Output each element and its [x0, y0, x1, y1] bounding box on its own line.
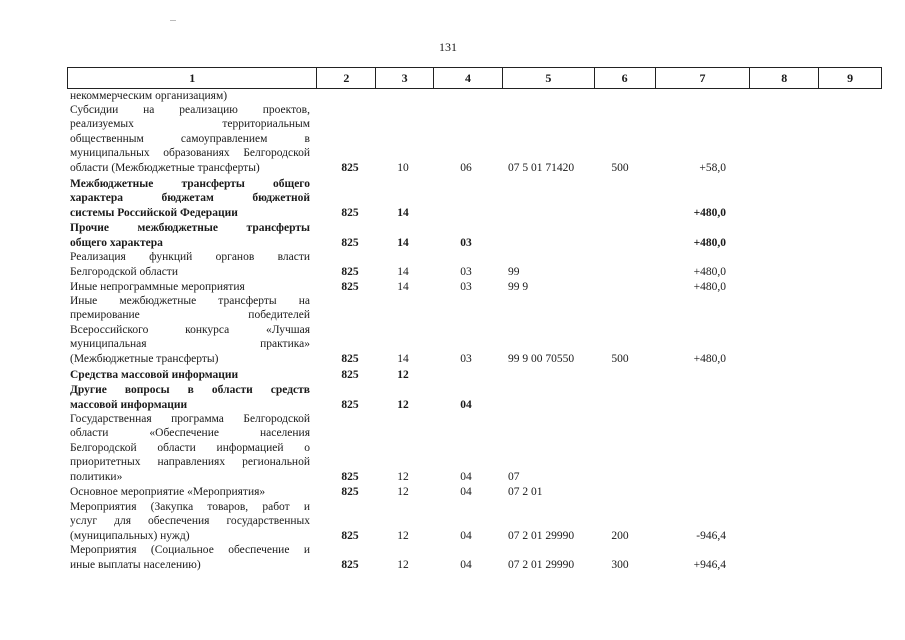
row-description: [70, 368, 310, 383]
cell-c3: 12: [397, 558, 409, 571]
cell-c5: 99 9 00 70550: [508, 352, 575, 365]
cell-c4: 04: [460, 398, 472, 411]
cell-c5: 07 2 01 29990: [508, 529, 575, 542]
row-description: [70, 221, 310, 250]
cell-c3: 14: [397, 206, 409, 219]
cell-c2: 825: [341, 398, 359, 411]
table-row: [0, 499, 905, 543]
table-row: [0, 279, 905, 294]
description-line: массовой информации: [70, 398, 188, 411]
description-line: Субсидии на реализацию проектов,: [70, 103, 310, 116]
description-line: Мероприятия (Закупка товаров, работ и: [70, 500, 310, 513]
description-line: реализуемых территориальным: [70, 118, 310, 130]
description-line: политики»: [70, 470, 123, 483]
cell-c6: 500: [611, 161, 629, 174]
cell-c3: 10: [397, 161, 409, 174]
description-line: Другие вопросы в области средств: [70, 384, 310, 396]
row-description: [70, 89, 310, 104]
description-line: приоритетных направлениях региональной: [70, 456, 310, 468]
description-line: Белгородской области информацией о: [70, 441, 310, 454]
table-row: [0, 367, 905, 382]
header-col-4: 4: [434, 68, 503, 88]
row-description: [70, 412, 310, 485]
cell-c3: 14: [397, 352, 409, 365]
description-line: системы Российской Федерации: [70, 206, 238, 219]
table-row: [0, 412, 905, 484]
header-col-7: 7: [656, 68, 751, 88]
cell-c6: 500: [611, 352, 629, 365]
cell-c4: 04: [460, 529, 472, 542]
row-description: [70, 294, 310, 367]
table-header: [67, 67, 882, 89]
row-description: [70, 485, 310, 500]
cell-c3: 12: [397, 470, 409, 483]
cell-c7: +480,0: [693, 236, 726, 249]
table-row: [0, 176, 905, 220]
header-col-5: 5: [503, 68, 595, 88]
cell-c2: 825: [341, 206, 359, 219]
cell-c6: 200: [611, 529, 629, 542]
header-col-8: 8: [750, 68, 819, 88]
cell-c5: 99: [508, 265, 520, 278]
row-description: [70, 177, 310, 221]
cell-c2: 825: [341, 368, 359, 381]
cell-c2: 825: [341, 470, 359, 483]
table-row: [0, 484, 905, 499]
description-line: общественным самоуправлением в: [70, 132, 310, 145]
description-line: Основное мероприятие «Мероприятия»: [70, 485, 266, 498]
description-line: Реализация функций органов власти: [70, 251, 310, 263]
cell-c5: 07: [508, 470, 520, 483]
cell-c3: 12: [397, 529, 409, 542]
cell-c3: 14: [397, 236, 409, 249]
description-line: области «Обеспечение населения: [70, 427, 310, 439]
description-line: Иные непрограммные мероприятия: [70, 280, 245, 293]
table-row: [0, 250, 905, 279]
cell-c2: 825: [341, 558, 359, 571]
table-row: [0, 89, 905, 103]
cell-c5: 99 9: [508, 280, 529, 293]
cell-c4: 06: [460, 161, 472, 174]
cell-c7: +480,0: [693, 265, 726, 278]
cell-c2: 825: [341, 485, 359, 498]
cell-c7: -946,4: [696, 529, 726, 542]
description-line: муниципальных образованиях Белгородской: [70, 147, 310, 159]
cell-c5: 07 5 01 71420: [508, 161, 575, 174]
description-line: Средства массовой информации: [70, 368, 239, 381]
header-col-9: 9: [847, 71, 854, 85]
cell-c3: 12: [397, 485, 409, 498]
row-description: [70, 280, 310, 295]
description-line: (Межбюджетные трансферты): [70, 352, 219, 365]
description-line: Межбюджетные трансферты общего: [70, 177, 310, 190]
cell-c2: 825: [341, 280, 359, 293]
description-line: Иные межбюджетные трансферты на: [70, 294, 310, 307]
header-col-2: 2: [317, 68, 376, 88]
row-description: [70, 500, 310, 544]
header-col-1: 1: [68, 68, 317, 88]
description-line: Всероссийского конкурса «Лучшая: [70, 323, 310, 336]
cell-c4: 03: [460, 236, 472, 249]
cell-c2: 825: [341, 352, 359, 365]
description-line: премирование победителей: [70, 309, 310, 321]
row-description: [70, 250, 310, 279]
cell-c3: 12: [397, 398, 409, 411]
description-line: иные выплаты населению): [70, 558, 201, 571]
cell-c7: +946,4: [693, 558, 726, 571]
cell-c4: 04: [460, 485, 472, 498]
description-line: характера бюджетам бюджетной: [70, 192, 310, 204]
page-number: 131: [439, 40, 457, 54]
cell-c7: +58,0: [699, 161, 726, 174]
cell-c3: 12: [397, 368, 409, 381]
description-line: Мероприятия (Социальное обеспечение и: [70, 544, 310, 556]
cell-c4: 04: [460, 470, 472, 483]
cell-c6: 300: [611, 558, 629, 571]
description-line: (муниципальных) нужд): [70, 529, 190, 542]
description-line: общего характера: [70, 236, 163, 249]
description-line: услуг для обеспечения государственных: [70, 515, 310, 527]
cell-c4: 03: [460, 352, 472, 365]
description-line: Прочие межбюджетные трансферты: [70, 222, 310, 234]
table-row: [0, 543, 905, 572]
cell-c2: 825: [341, 161, 359, 174]
cell-c3: 14: [397, 265, 409, 278]
cell-c5: 07 2 01 29990: [508, 558, 575, 571]
scan-mark: [170, 20, 176, 21]
description-line: муниципальная практика»: [70, 338, 310, 350]
table-row: [0, 220, 905, 250]
cell-c3: 14: [397, 280, 409, 293]
description-line: Государственная программа Белгородской: [70, 412, 310, 425]
table-row: [0, 382, 905, 412]
row-description: [70, 543, 310, 572]
cell-c4: 03: [460, 265, 472, 278]
table-row: [0, 294, 905, 366]
cell-c2: 825: [341, 236, 359, 249]
row-description: [70, 103, 310, 176]
description-line: некоммерческим организациям): [70, 89, 228, 102]
row-description: [70, 383, 310, 412]
cell-c7: +480,0: [693, 280, 726, 293]
cell-c7: +480,0: [693, 352, 726, 365]
cell-c7: +480,0: [693, 206, 726, 219]
description-line: области (Межбюджетные трансферты): [70, 161, 260, 174]
table-row: [0, 103, 905, 175]
header-col-6: 6: [595, 68, 656, 88]
cell-c5: 07 2 01: [508, 485, 543, 498]
description-line: Белгородской области: [70, 265, 178, 278]
cell-c4: 03: [460, 280, 472, 293]
cell-c4: 04: [460, 558, 472, 571]
header-col-3: 3: [376, 68, 434, 88]
cell-c2: 825: [341, 529, 359, 542]
cell-c2: 825: [341, 265, 359, 278]
